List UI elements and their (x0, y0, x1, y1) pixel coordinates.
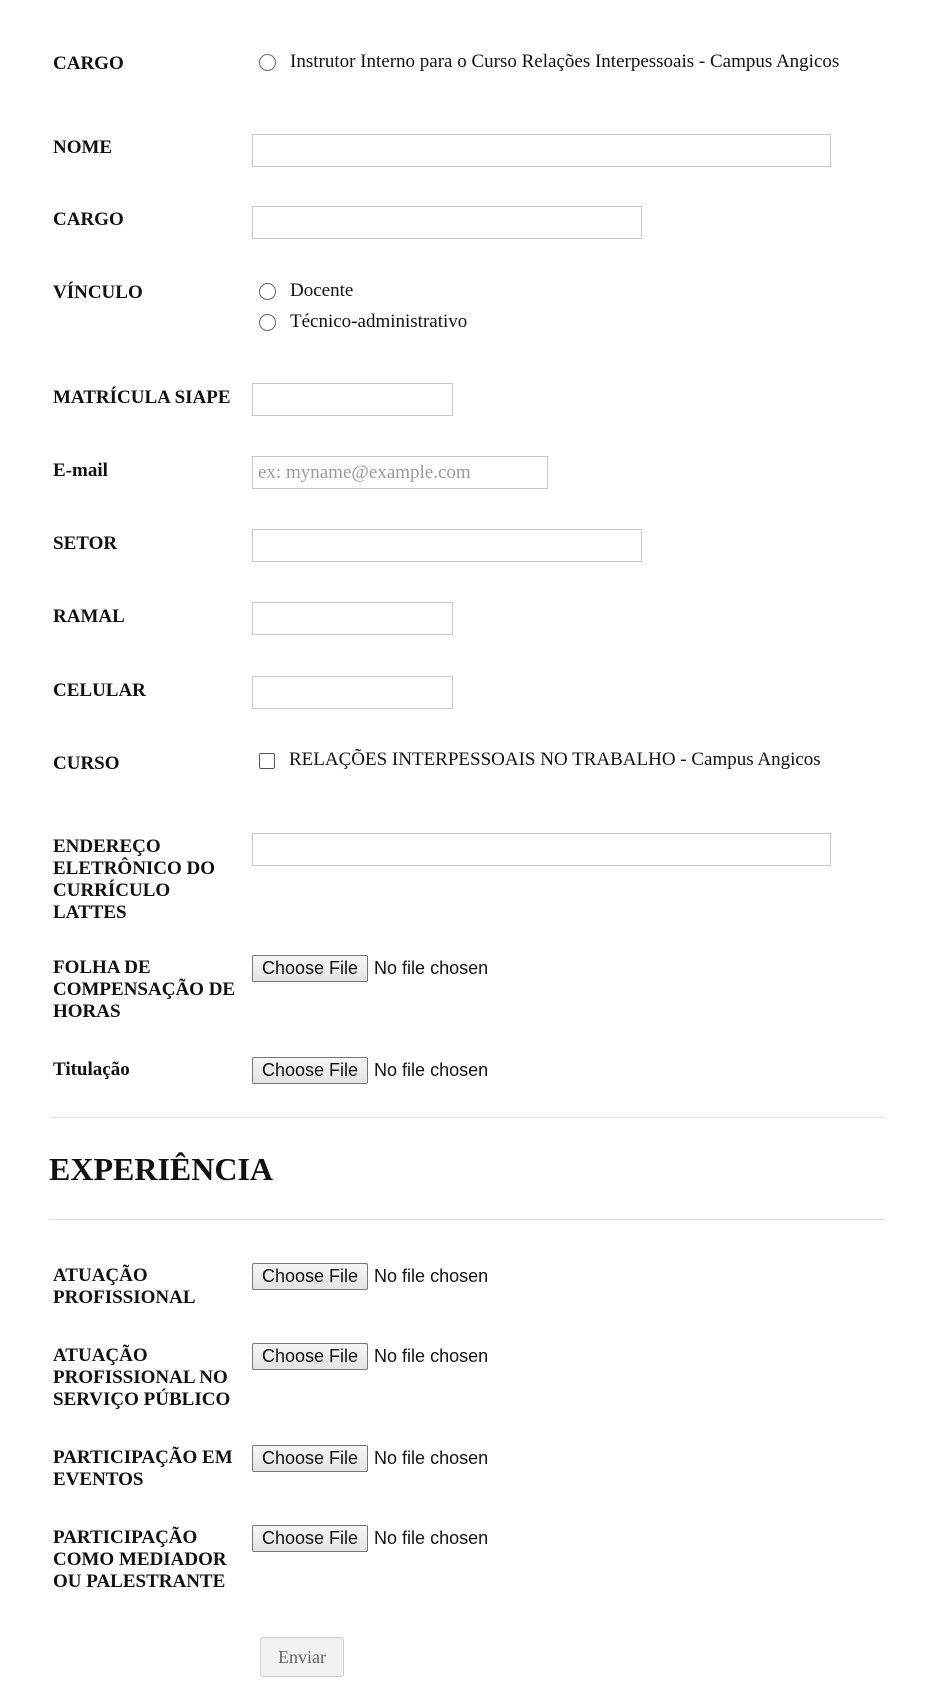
lattes-input[interactable] (252, 833, 831, 866)
vinculo-docente-radio[interactable] (259, 283, 276, 300)
titulacao-file-status: No file chosen (374, 1060, 489, 1080)
participacao-mediador-choose-file-button[interactable]: Choose File (252, 1525, 368, 1552)
submit-button[interactable]: Enviar (260, 1637, 344, 1677)
atuacao-servico-publico-file-input[interactable] (252, 1343, 488, 1370)
ramal-label: RAMAL (53, 606, 125, 627)
nome-input[interactable] (252, 134, 831, 167)
email-label: E-mail (53, 460, 108, 481)
vinculo-tecnico-text: Técnico-administrativo (290, 311, 468, 332)
celular-input[interactable] (252, 676, 453, 709)
cargo-option-radio[interactable] (259, 54, 276, 71)
participacao-eventos-label: PARTICIPAÇÃO EM EVENTOS (53, 1447, 233, 1490)
celular-label: CELULAR (53, 680, 146, 701)
nome-label: NOME (53, 137, 113, 158)
titulacao-choose-file-button[interactable]: Choose File (252, 1057, 368, 1084)
cargo-input[interactable] (252, 206, 642, 239)
matricula-input[interactable] (252, 383, 453, 416)
folha-choose-file-button[interactable]: Choose File (252, 955, 368, 982)
folha-label: FOLHA DE COMPENSAÇÃO DE HORAS (53, 957, 236, 1022)
email-input[interactable] (252, 456, 548, 489)
matricula-label: MATRÍCULA SIAPE (53, 387, 231, 408)
experiencia-title: EXPERIÊNCIA (49, 1151, 274, 1187)
divider-bottom (49, 1219, 885, 1220)
vinculo-option-docente[interactable] (259, 280, 353, 302)
participacao-eventos-file-status: No file chosen (374, 1448, 489, 1468)
divider-top (49, 1117, 885, 1118)
lattes-label: ENDEREÇO ELETRÔNICO DO CURRÍCULO LATTES (53, 836, 216, 923)
curso-option-text: RELAÇÕES INTERPESSOAIS NO TRABALHO - Campus Angicos (289, 749, 821, 770)
vinculo-label: VÍNCULO (53, 282, 143, 303)
curso-option[interactable] (259, 749, 821, 771)
folha-file-input[interactable] (252, 955, 488, 982)
atuacao-profissional-label: ATUAÇÃO PROFISSIONAL (53, 1265, 196, 1308)
setor-label: SETOR (53, 533, 118, 554)
participacao-mediador-file-status: No file chosen (374, 1528, 489, 1548)
cargo-option-text: Instrutor Interno para o Curso Relações Interpessoais - Campus Angicos (290, 51, 840, 72)
cargo-option[interactable] (259, 51, 839, 73)
atuacao-servico-publico-label: ATUAÇÃO PROFISSIONAL NO SERVIÇO PÚBLICO (53, 1345, 231, 1410)
ramal-input[interactable] (252, 602, 453, 635)
atuacao-profissional-file-input[interactable] (252, 1263, 488, 1290)
atuacao-servico-publico-choose-file-button[interactable]: Choose File (252, 1343, 368, 1370)
curso-label: CURSO (53, 753, 120, 774)
participacao-eventos-choose-file-button[interactable]: Choose File (252, 1445, 368, 1472)
cargo-label: CARGO (53, 209, 124, 230)
atuacao-profissional-choose-file-button[interactable]: Choose File (252, 1263, 368, 1290)
folha-file-status: No file chosen (374, 958, 489, 978)
setor-input[interactable] (252, 529, 642, 562)
vinculo-tecnico-radio[interactable] (259, 314, 276, 331)
atuacao-servico-publico-file-status: No file chosen (374, 1346, 489, 1366)
curso-checkbox[interactable] (259, 753, 275, 769)
titulacao-label: Titulação (53, 1059, 130, 1080)
participacao-eventos-file-input[interactable] (252, 1445, 488, 1472)
vinculo-docente-text: Docente (290, 280, 354, 301)
vinculo-option-tecnico[interactable] (259, 311, 467, 333)
titulacao-file-input[interactable] (252, 1057, 488, 1084)
participacao-mediador-label: PARTICIPAÇÃO COMO MEDIADOR OU PALESTRANTE (53, 1527, 227, 1592)
cargo-choice-label: CARGO (53, 53, 124, 74)
atuacao-profissional-file-status: No file chosen (374, 1266, 489, 1286)
participacao-mediador-file-input[interactable] (252, 1525, 488, 1552)
